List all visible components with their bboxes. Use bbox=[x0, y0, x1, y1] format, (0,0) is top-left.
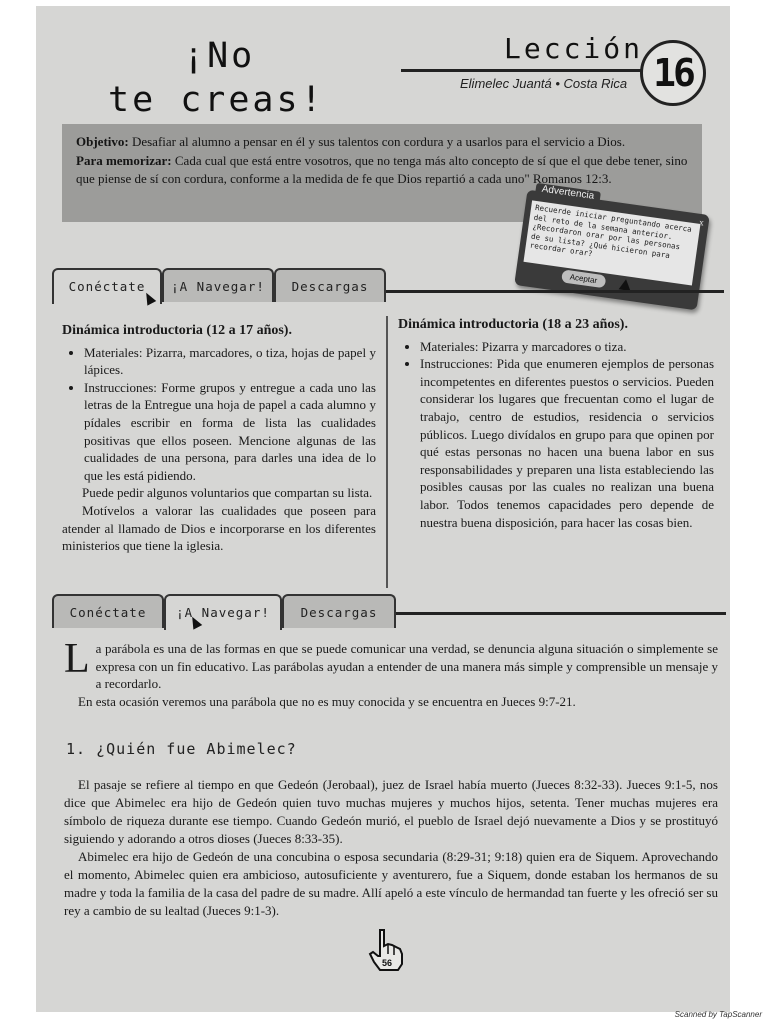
objective-body: Desafiar al alumno a pensar en él y sus talentos con cordura y a usarlos para el servicio a Dios. bbox=[131, 134, 626, 149]
left-heading: Dinámica introductoria (12 a 17 años). bbox=[62, 323, 292, 338]
memorize-body: Cada cual que está entre vosotros, que no tenga más alto concepto de sí que el que debe tener, sino que piense de sí con cordura, conforme a la medida de fe que Dios repartió a cada uno" Romanos 12:3. bbox=[76, 152, 688, 186]
memorize-label: Para memorizar: bbox=[76, 152, 172, 168]
column-divider bbox=[386, 316, 388, 588]
page-number: 56 bbox=[382, 958, 393, 968]
title-line-2: te creas! bbox=[108, 80, 325, 120]
right-bullet-materials: • Materiales: Pizarra y marcadores o tiza. bbox=[420, 338, 714, 356]
intro-text: a parábola es una de las formas en que se puede comunicar una verdad, se denuncia alguna situación o simplemente se expresa con un fin educativo. Las parábolas ayudan a entender de una manera más simple y comprensible un mensaje y a recordarlo. bbox=[95, 641, 718, 692]
intro-text-2: En esta ocasión veremos una parábola que no es muy conocida y se encuentra en Jueces 9:7-21. bbox=[78, 693, 576, 709]
abimelec-paragraph-2: Abimelec era hijo de Gedeón de una concubina o esposa secundaria (8:29-31; 9:18) quien era de Siquem. Aprovechando el momento, Abimelec quien era ambicioso, autosuficiente y aventurero, fue a Siquem, donde estaban los hermanos de su madre y toda la familia de la casa del padre de su madre. Allí apeló a este vínculo de hermandad tan fuerte y les ofreció ser su rey a cambio de su lealtad (Jueces 9:1-3). bbox=[64, 849, 718, 918]
question-heading: 1. ¿Quién fue Abimelec? bbox=[66, 740, 297, 758]
left-bullet-list bbox=[62, 344, 376, 485]
tab-conectate[interactable]: Conéctate bbox=[52, 268, 162, 304]
parable-intro bbox=[64, 636, 718, 710]
lesson-number-badge: 16 bbox=[640, 40, 706, 106]
close-icon[interactable]: x bbox=[698, 216, 705, 228]
abimelec-paragraph-1: El pasaje se refiere al tiempo en que Gedeón (Jerobaal), juez de Israel había muerto (Jueces 8:32-33). Jueces 9:1-5, nos dice que Abimelec era hijo de Gedeón quien tuvo muchas mujeres y muchos hijos, setenta. Tener muchas mujeres era símbolo de riqueza durante ese tiempo. Cuando Gedeón murió, el pueblo de Israel dejó nuevamente a Dios y se prostituyó siguiendo y adorando a otros dioses (Jueces 8:33-35). bbox=[64, 777, 718, 846]
right-bullet-instructions: • Instrucciones: Pida que enumeren ejemplos de personas incompetentes en diferentes puestos o servicios. Pueden considerar los lugares que frecuentan como el lugar de trabajo, centro de estudios, residencia o servicios públicos. Luego divídalos en grupo para que opinen por qué estas personas no hacen una buena labor en sus responsabilidades y preparen una lista estableciendo las posibles causas por las cuales no realizan una buena labor. Todos tenemos capacidades pero depende de nuestra buena disposición, para hacer las cosas bien. bbox=[420, 355, 714, 531]
left-bullet-instructions: • Instrucciones: Forme grupos y entregue a cada uno las letras de la Entregue una hoja de papel a cada alumno y pídales escribir en forma de lista las cualidades positivas que ellos poseen. Mencione algunas de las cualidades de una persona, para darles una idea de lo que les está pidiendo. bbox=[84, 379, 376, 485]
right-bullet-list bbox=[398, 338, 714, 532]
panel-top-line-1 bbox=[386, 290, 724, 293]
right-heading: Dinámica introductoria (18 a 23 años). bbox=[398, 317, 628, 332]
lesson-label: Lección bbox=[504, 32, 644, 65]
book-page bbox=[36, 6, 730, 1012]
objective-text bbox=[76, 133, 700, 189]
aceptar-button[interactable]: Aceptar bbox=[561, 269, 606, 288]
dropcap-letter: L bbox=[64, 636, 90, 682]
tab-a-navegar[interactable]: ¡A Navegar! bbox=[162, 268, 274, 302]
lesson-underline bbox=[401, 69, 641, 72]
left-column bbox=[62, 322, 376, 555]
left-bullet-materials: • Materiales: Pizarra, marcadores, o tiza, hojas de papel y lápices. bbox=[84, 344, 376, 379]
tab-descargas[interactable]: Descargas bbox=[274, 268, 386, 302]
panel-top-line-2 bbox=[396, 612, 726, 615]
advertencia-body: Recuerde iniciar preguntando acerca del reto de la semana anterior. ¿Recordaron orar por las personas de su lista? ¿Qué hicieron para recordar orar? bbox=[523, 200, 700, 285]
tab-descargas-2[interactable]: Descargas bbox=[282, 594, 396, 628]
right-column bbox=[398, 316, 714, 531]
left-paragraph-1: Puede pedir algunos voluntarios que compartan su lista. bbox=[82, 485, 373, 501]
tab-conectate-2[interactable]: Conéctate bbox=[52, 594, 164, 628]
abimelec-text bbox=[64, 776, 718, 920]
tab-a-navegar-2[interactable]: ¡A Navegar! bbox=[164, 594, 282, 630]
left-paragraph-2: Motívelos a valorar las cualidades que poseen para atender al llamado de Dios e incorporarse en los diferentes ministerios que tiene la iglesia. bbox=[62, 502, 376, 554]
lesson-title bbox=[108, 34, 325, 122]
title-line-1: ¡No bbox=[183, 36, 256, 76]
author-line: Elimelec Juantá • Costa Rica bbox=[460, 76, 628, 91]
scanner-watermark: Scanned by TapScanner bbox=[674, 1010, 762, 1019]
advertencia-title: Advertencia bbox=[535, 183, 601, 203]
objective-label: Objetivo: bbox=[76, 134, 129, 149]
